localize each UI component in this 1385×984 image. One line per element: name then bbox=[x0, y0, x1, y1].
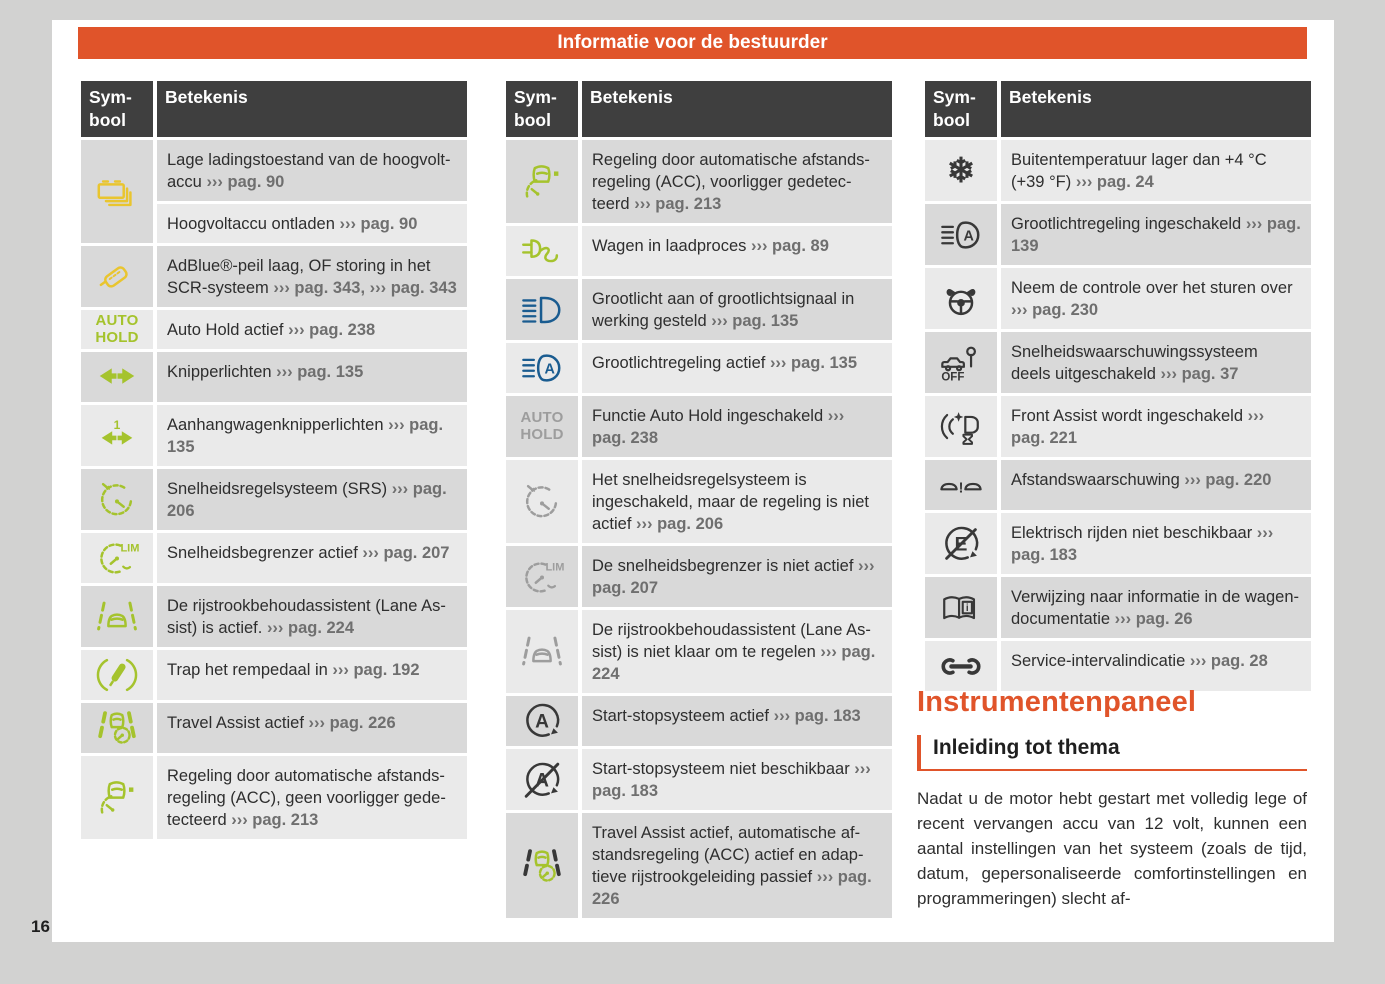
symbol-meaning-text: Elektrisch rijden niet beschikbaar ››› pag. 183 bbox=[1001, 513, 1311, 574]
lane-assist-icon bbox=[81, 586, 153, 647]
symbol-meaning-text: Snelheidswaarschuwingssysteem deels uitgeschakeld ››› pag. 37 bbox=[1001, 332, 1311, 393]
symbol-meaning-text: Service-intervalindicatie ››› pag. 28 bbox=[1001, 641, 1311, 691]
auto-hold-indicator: AUTO HOLD bbox=[506, 396, 578, 457]
symbol-meaning-text: Travel Assist actief ››› pag. 226 bbox=[157, 703, 467, 753]
symbol-meaning-text: Snelheidsbegrenzer actief ››› pag. 207 bbox=[157, 533, 467, 583]
page-reference[interactable]: ››› pag. 135 bbox=[769, 354, 858, 372]
steering-hands-icon bbox=[925, 268, 997, 329]
travel-assist-icon bbox=[506, 813, 578, 918]
no-ev-icon bbox=[925, 513, 997, 574]
symbol-meaning-text: Afstandswaarschuwing ››› pag. 220 bbox=[1001, 460, 1311, 510]
page-reference[interactable]: ››› pag. 26 bbox=[1114, 610, 1193, 628]
acc-icon bbox=[81, 756, 153, 839]
symbol-meaning-text: Functie Auto Hold ingeschakeld ››› pag. 238 bbox=[582, 396, 892, 457]
svg-text:LIM: LIM bbox=[545, 560, 565, 573]
page-reference[interactable]: ››› pag. 226 bbox=[592, 868, 872, 908]
page-reference[interactable]: ››› pag. 90 bbox=[339, 215, 418, 233]
instrument-panel-section bbox=[917, 686, 1307, 911]
page-reference[interactable]: ››› pag. 206 bbox=[167, 480, 447, 520]
page-reference[interactable]: ››› pag. 89 bbox=[750, 237, 829, 255]
page-reference[interactable]: ››› pag. 90 bbox=[206, 173, 285, 191]
distance-warning-icon bbox=[925, 460, 997, 510]
page-reference[interactable]: ››› pag. 221 bbox=[1011, 407, 1265, 447]
symbol-table-3 bbox=[925, 81, 1311, 691]
symbol-meaning-text: De rijstrookbehoudassistent (Lane Assist) is niet klaar om te regelen ››› pag. 224 bbox=[582, 610, 892, 693]
symbol-meaning-text: Verwijzing naar informatie in de wagendocumentatie ››› pag. 26 bbox=[1001, 577, 1311, 638]
symbol-meaning-text: Grootlichtregeling actief ››› pag. 135 bbox=[582, 343, 892, 393]
symbol-table-2 bbox=[506, 81, 892, 918]
svg-text:!: ! bbox=[958, 480, 964, 497]
speed-limiter-icon bbox=[506, 546, 578, 607]
page-reference[interactable]: ››› pag. 230 bbox=[1011, 301, 1099, 319]
adblue-icon bbox=[81, 246, 153, 307]
page-reference[interactable]: ››› pag. 213 bbox=[231, 811, 319, 829]
page-reference[interactable]: ››› pag. 183 bbox=[1011, 524, 1274, 564]
speed-warning-off-icon bbox=[925, 332, 997, 393]
symbol-meaning-text: Trap het rempedaal in ››› pag. 192 bbox=[157, 650, 467, 700]
symbol-meaning-text: Lage ladingstoestand van de hoogvoltaccu ››› pag. 90 bbox=[157, 140, 467, 201]
page-reference[interactable]: ››› pag. 28 bbox=[1189, 652, 1268, 670]
symbol-meaning-text: Knipperlichten ››› pag. 135 bbox=[157, 352, 467, 402]
trailer-turn-signals-icon bbox=[81, 405, 153, 466]
svg-text:A: A bbox=[535, 770, 549, 792]
auto-hold-indicator: AUTO HOLD bbox=[81, 310, 153, 349]
svg-text:LIM: LIM bbox=[120, 542, 140, 555]
high-beam-auto-icon bbox=[925, 204, 997, 265]
page-reference[interactable]: ››› pag. 207 bbox=[592, 557, 875, 597]
chapter-header: Informatie voor de bestuurder bbox=[78, 27, 1307, 59]
symbol-meaning-text: Grootlichtregeling ingeschakeld ››› pag. 139 bbox=[1001, 204, 1311, 265]
page-reference[interactable]: ››› pag. 224 bbox=[592, 643, 876, 683]
symbol-meaning-text: Start-stopsysteem niet beschikbaar ››› pag. 183 bbox=[582, 749, 892, 810]
start-stop-off-icon bbox=[506, 749, 578, 810]
page-reference[interactable]: ››› pag. 224 bbox=[266, 619, 355, 637]
brake-pedal-icon bbox=[81, 650, 153, 700]
column-header-betekenis: Betekenis bbox=[1001, 81, 1311, 137]
symbol-meaning-text: Regeling door automatische afstandsregeling (ACC), voorligger gedetecteerd ››› pag. 213 bbox=[582, 140, 892, 223]
cruise-control-icon bbox=[81, 469, 153, 530]
column-header-betekenis: Betekenis bbox=[157, 81, 467, 137]
page-reference[interactable]: ››› pag. 220 bbox=[1184, 471, 1272, 489]
battery-icon bbox=[81, 140, 153, 243]
svg-text:i: i bbox=[965, 602, 969, 614]
travel-assist-icon bbox=[81, 703, 153, 753]
page-reference[interactable]: ››› pag. 343 bbox=[369, 279, 457, 297]
page-reference[interactable]: ››› pag. 135 bbox=[711, 312, 799, 330]
page-reference[interactable]: ››› pag. 238 bbox=[592, 407, 845, 447]
symbol-meaning-text: Het snelheidsregelsysteem is ingeschakeld, maar de regeling is niet actief ››› pag. 206 bbox=[582, 460, 892, 543]
symbol-meaning-text: Travel Assist actief, automatische afstandsregeling (ACC) actief en adaptieve rijstrookgeleiding passief ››› pag. 226 bbox=[582, 813, 892, 918]
symbol-meaning-text: Wagen in laadproces ››› pag. 89 bbox=[582, 226, 892, 276]
symbol-meaning-text: Grootlicht aan of grootlichtsignaal in werking gesteld ››› pag. 135 bbox=[582, 279, 892, 340]
svg-text:1: 1 bbox=[113, 417, 121, 432]
page-reference[interactable]: ››› pag. 37 bbox=[1160, 365, 1239, 383]
page-reference[interactable]: ››› pag. 238 bbox=[288, 321, 376, 339]
page-reference[interactable]: ››› pag. 213 bbox=[634, 195, 722, 213]
column-header-symbool: Sym- bool bbox=[506, 81, 578, 137]
snowflake-icon: ❄ bbox=[925, 140, 997, 201]
symbol-meaning-text: Auto Hold actief ››› pag. 238 bbox=[157, 310, 467, 349]
high-beam-auto-icon bbox=[506, 343, 578, 393]
page-reference[interactable]: ››› pag. 139 bbox=[1011, 215, 1301, 255]
page-reference[interactable]: ››› pag. 135 bbox=[276, 363, 364, 381]
symbol-meaning-text: Hoogvoltaccu ontladen ››› pag. 90 bbox=[157, 204, 467, 243]
page-sheet bbox=[52, 20, 1334, 942]
page-reference[interactable]: ››› pag. 183 bbox=[592, 760, 871, 800]
column-header-betekenis: Betekenis bbox=[582, 81, 892, 137]
symbol-meaning-text: Snelheidsregelsysteem (SRS) ››› pag. 206 bbox=[157, 469, 467, 530]
svg-text:E: E bbox=[954, 534, 968, 556]
svg-text:A: A bbox=[544, 361, 555, 378]
speed-limiter-icon bbox=[81, 533, 153, 583]
symbol-meaning-text: Regeling door automatische afstandsregeling (ACC), geen voorligger gedetecteerd ››› pag. 213 bbox=[157, 756, 467, 839]
acc-icon bbox=[506, 140, 578, 223]
service-icon bbox=[925, 641, 997, 691]
charging-plug-icon bbox=[506, 226, 578, 276]
page-reference[interactable]: ››› pag. 24 bbox=[1075, 173, 1154, 191]
column-header-symbool: Sym- bool bbox=[925, 81, 997, 137]
page-reference[interactable]: ››› pag. 183 bbox=[773, 707, 861, 725]
cruise-control-icon bbox=[506, 460, 578, 543]
page-reference[interactable]: ››› pag. 343, bbox=[273, 279, 366, 297]
symbol-meaning-text: De snelheidsbegrenzer is niet actief ››› pag. 207 bbox=[582, 546, 892, 607]
page-reference[interactable]: ››› pag. 226 bbox=[308, 714, 396, 732]
svg-text:A: A bbox=[963, 227, 974, 244]
section-subtitle: Inleiding tot thema bbox=[917, 735, 1307, 771]
page-reference[interactable]: ››› pag. 192 bbox=[332, 661, 420, 679]
handbook-icon bbox=[925, 577, 997, 638]
page-reference[interactable]: ››› pag. 207 bbox=[362, 544, 450, 562]
section-title: Instrumentenpaneel bbox=[917, 686, 1197, 718]
column-header-symbool: Sym- bool bbox=[81, 81, 153, 137]
high-beam-icon bbox=[506, 279, 578, 340]
symbol-meaning-text: Start-stopsysteem actief ››› pag. 183 bbox=[582, 696, 892, 746]
svg-text:OFF: OFF bbox=[941, 370, 965, 383]
symbol-meaning-text: De rijstrookbehoudassistent (Lane Assist) is actief. ››› pag. 224 bbox=[157, 586, 467, 647]
symbol-meaning-text: Aanhangwagenknipperlichten ››› pag. 135 bbox=[157, 405, 467, 466]
symbol-meaning-text: AdBlue®-peil laag, OF storing in het SCR-systeem ››› pag. 343, ››› pag. 343 bbox=[157, 246, 467, 307]
symbol-table-1 bbox=[81, 81, 467, 839]
svg-text:A: A bbox=[535, 711, 549, 733]
turn-signals-icon bbox=[81, 352, 153, 402]
front-assist-icon bbox=[925, 396, 997, 457]
symbol-meaning-text: Buitentemperatuur lager dan +4 °C (+39 °F) ››› pag. 24 bbox=[1001, 140, 1311, 201]
symbol-meaning-text: Front Assist wordt ingeschakeld ››› pag. 221 bbox=[1001, 396, 1311, 457]
page-reference[interactable]: ››› pag. 135 bbox=[167, 416, 444, 456]
page-number: 16 bbox=[31, 917, 50, 936]
start-stop-icon bbox=[506, 696, 578, 746]
lane-assist-icon bbox=[506, 610, 578, 693]
symbol-meaning-text: Neem de controle over het sturen over ››› pag. 230 bbox=[1001, 268, 1311, 329]
section-paragraph: Nadat u de motor hebt gestart met volledig lege of recent vervangen accu van 12 volt, kunnen een aantal instellingen van het systeem (zoals de tijd, datum, gepersonaliseerde comfortinstellingen en programmeringen) slecht af- bbox=[917, 789, 1307, 908]
page-reference[interactable]: ››› pag. 206 bbox=[636, 515, 724, 533]
